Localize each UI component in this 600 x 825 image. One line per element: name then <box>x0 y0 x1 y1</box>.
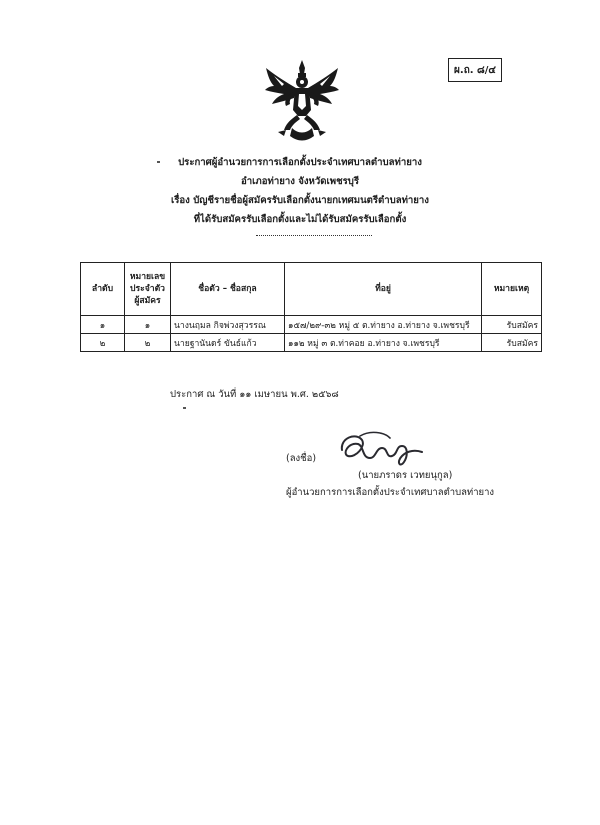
garuda-emblem <box>262 58 342 142</box>
sign-label: (ลงชื่อ) <box>286 453 317 464</box>
announcement-date: ประกาศ ณ วันที่ ๑๑ เมษายน พ.ศ. ๒๕๖๘ <box>170 389 339 400</box>
cell-name: นายฐานันดร์ ขันธ์แก้ว <box>171 334 285 352</box>
table-header-row <box>81 263 542 316</box>
table-row <box>81 334 542 352</box>
cell-address: ๑๑๒ หมู่ ๓ ต.ท่าคอย อ.ท่ายาง จ.เพชรบุรี <box>285 334 482 352</box>
candidate-table <box>80 262 542 352</box>
form-code-box: ผ.ถ. ๘/๔ <box>448 58 502 82</box>
scan-speck <box>157 161 160 163</box>
signer-name: (นายภราดร เวทยนุกูล) <box>358 470 453 481</box>
cell-order: ๑ <box>81 316 125 334</box>
cell-order: ๒ <box>81 334 125 352</box>
cell-number: ๑ <box>125 316 171 334</box>
cell-name: นางนฤมล กิจพ่วงสุวรรณ <box>171 316 285 334</box>
header-number-line2: ประจำตัว <box>130 284 165 294</box>
cell-remark: รับสมัคร <box>482 316 542 334</box>
cell-remark: รับสมัคร <box>482 334 542 352</box>
header-name: ชื่อตัว – ชื่อสกุล <box>171 263 285 316</box>
table-row <box>81 316 542 334</box>
header-subtitle: ที่ได้รับสมัครรับเลือกตั้งและไม่ได้รับสมัครรับเลือกตั้ง <box>193 214 407 225</box>
header-subject: เรื่อง บัญชีรายชื่อผู้สมัครรับเลือกตั้งนายกเทศมนตรีตำบลท่ายาง <box>170 195 429 206</box>
header-title: ประกาศผู้อำนวยการการเลือกตั้งประจำเทศบาลตำบลท่ายาง <box>178 157 422 168</box>
scan-speck <box>183 407 186 409</box>
header-candidate-number <box>125 263 171 316</box>
header-address: ที่อยู่ <box>285 263 482 316</box>
header-order: ลำดับ <box>81 263 125 316</box>
dotted-separator <box>256 235 372 236</box>
header-number-line3: ผู้สมัคร <box>134 296 161 306</box>
header-number-line1: หมายเลข <box>129 272 166 282</box>
cell-number: ๒ <box>125 334 171 352</box>
cell-address: ๑๕๗/๒๙-๓๒ หมู่ ๕ ต.ท่ายาง อ.ท่ายาง จ.เพชรบุรี <box>285 316 482 334</box>
header-remark: หมายเหตุ <box>482 263 542 316</box>
handwritten-signature <box>330 428 430 468</box>
signer-title: ผู้อำนวยการการเลือกตั้งประจำเทศบาลตำบลท่ายาง <box>286 487 495 498</box>
header-district: อำเภอท่ายาง จังหวัดเพชรบุรี <box>240 176 359 187</box>
